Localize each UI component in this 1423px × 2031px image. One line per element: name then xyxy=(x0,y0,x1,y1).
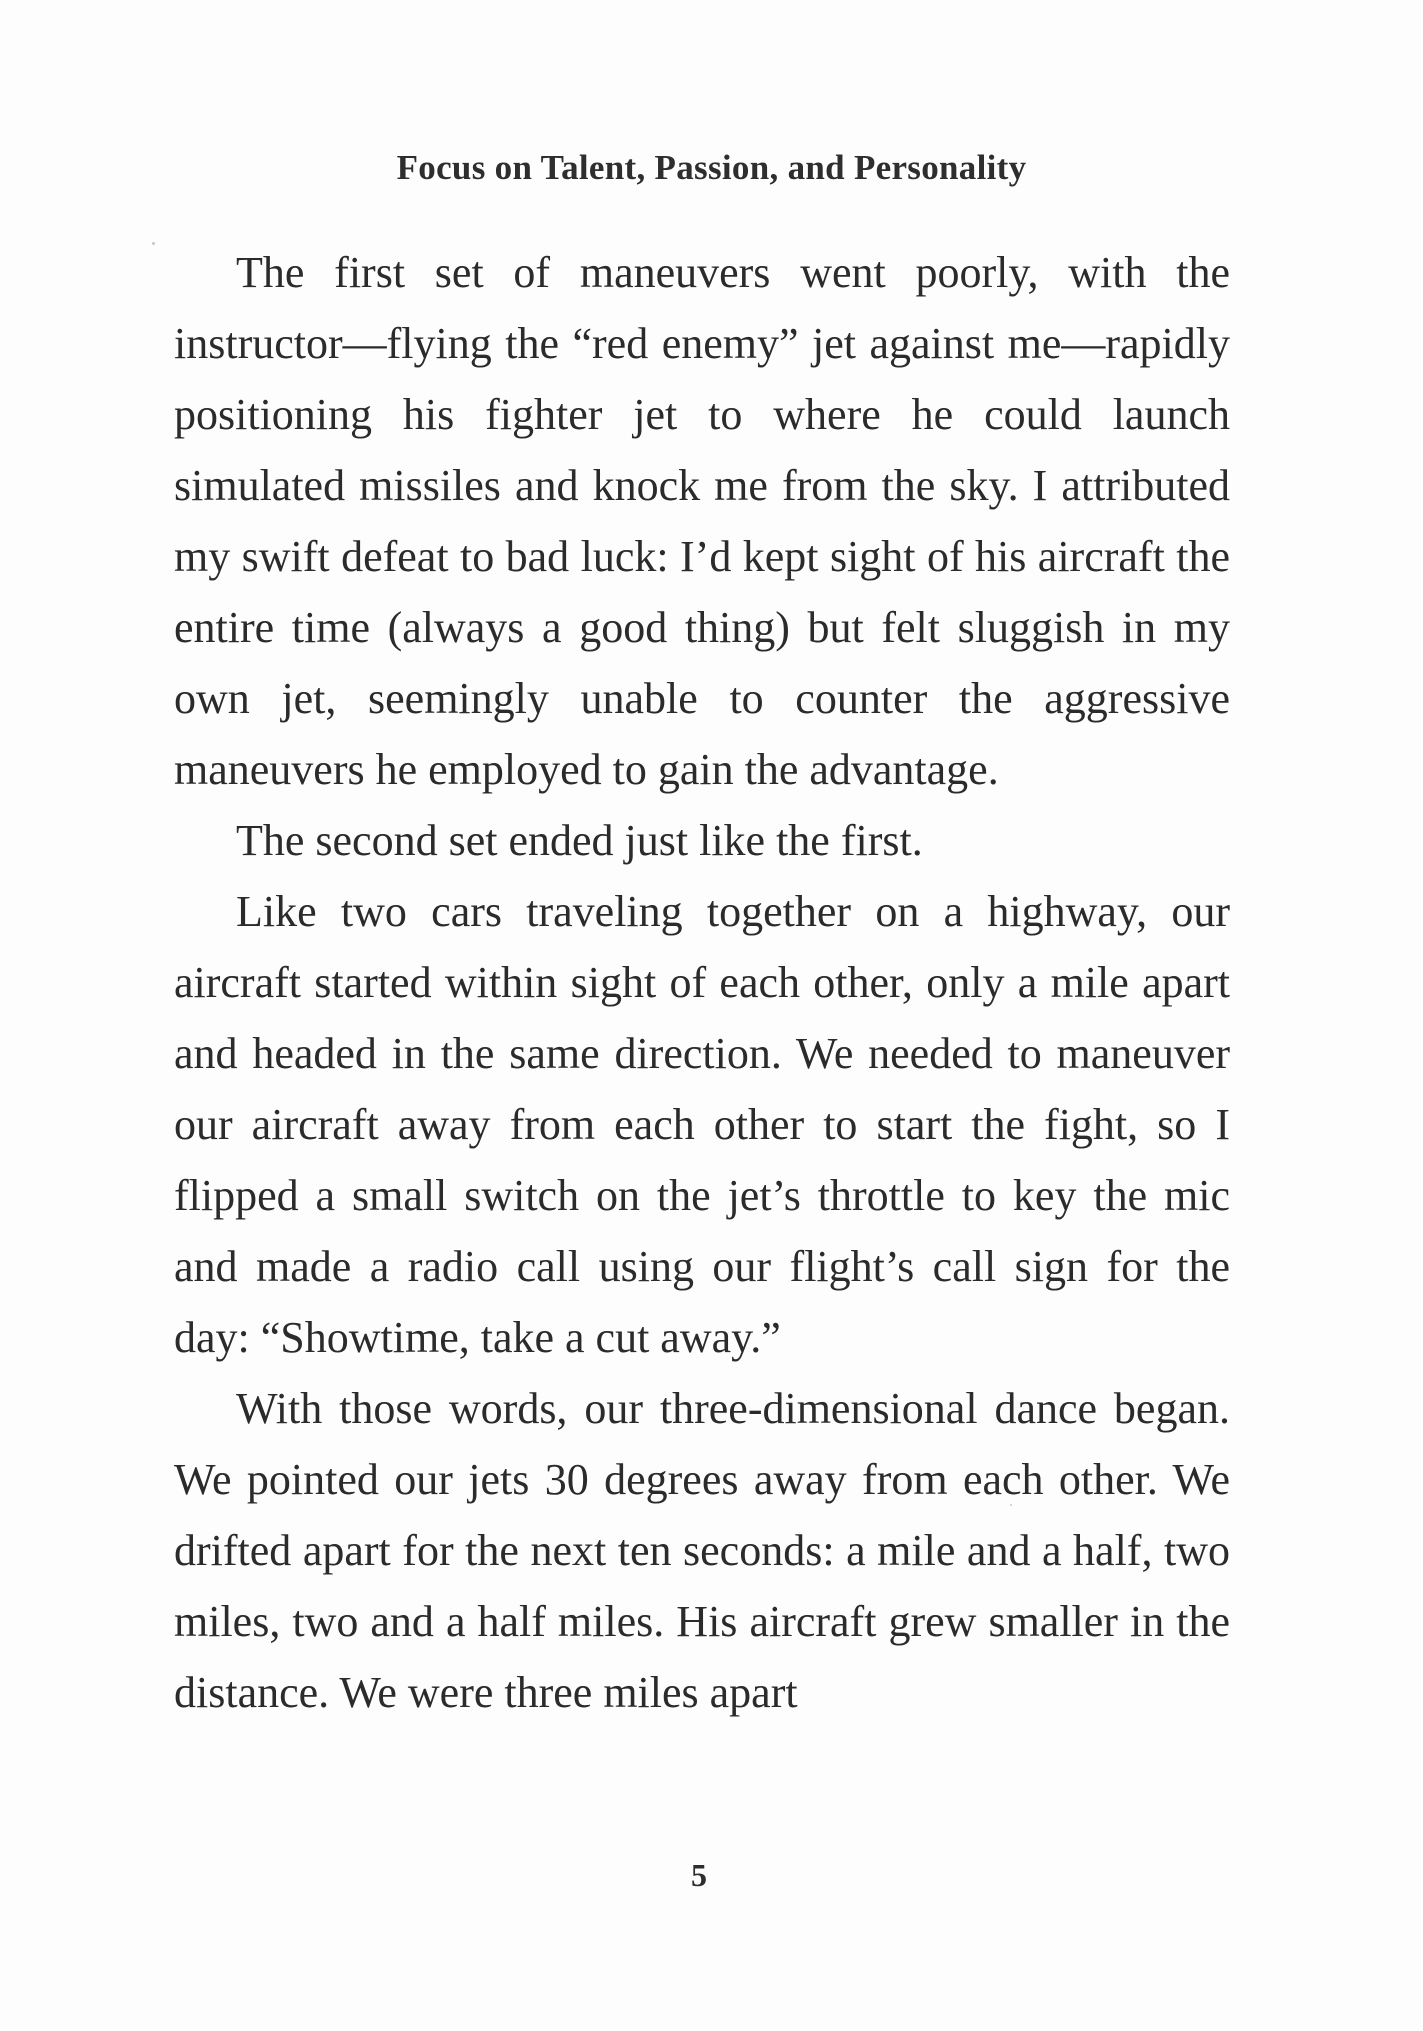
running-header: Focus on Talent, Passion, and Personality xyxy=(396,148,1027,187)
scan-speck xyxy=(1010,1504,1012,1506)
paragraph-4: With those words, our three-dimensional dance began. We pointed our jets 30 degrees away from each other. We drifted apart for the next ten seconds: a mile and a half, two miles, two and a half miles. His aircraft grew smaller in the distance. We were three miles apart xyxy=(174,1384,1230,1717)
body-text xyxy=(174,237,1230,1728)
page-number: 5 xyxy=(691,1857,707,1893)
paragraph-2: The second set ended just like the first. xyxy=(236,816,923,865)
paragraph-3: Like two cars traveling together on a highway, our aircraft started within sight of each other, only a mile apart and headed in the same direction. We needed to maneuver our aircraft away from each other to start the fight, so I flipped a small switch on the jet’s throttle to key the mic and made a radio call using our flight’s call sign for the day: “Showtime, take a cut away.” xyxy=(174,887,1230,1362)
paragraph-1: The first set of maneuvers went poorly, with the instructor—flying the “red enemy” jet against me—rapidly positioning his fighter jet to where he could launch simulated missiles and knock me from the sky. I attributed my swift defeat to bad luck: I’d kept sight of his aircraft the entire time (always a good thing) but felt sluggish in my own jet, seemingly unable to counter the aggressive maneuvers he employed to gain the advantage. xyxy=(174,248,1230,794)
scan-speck xyxy=(152,242,155,245)
